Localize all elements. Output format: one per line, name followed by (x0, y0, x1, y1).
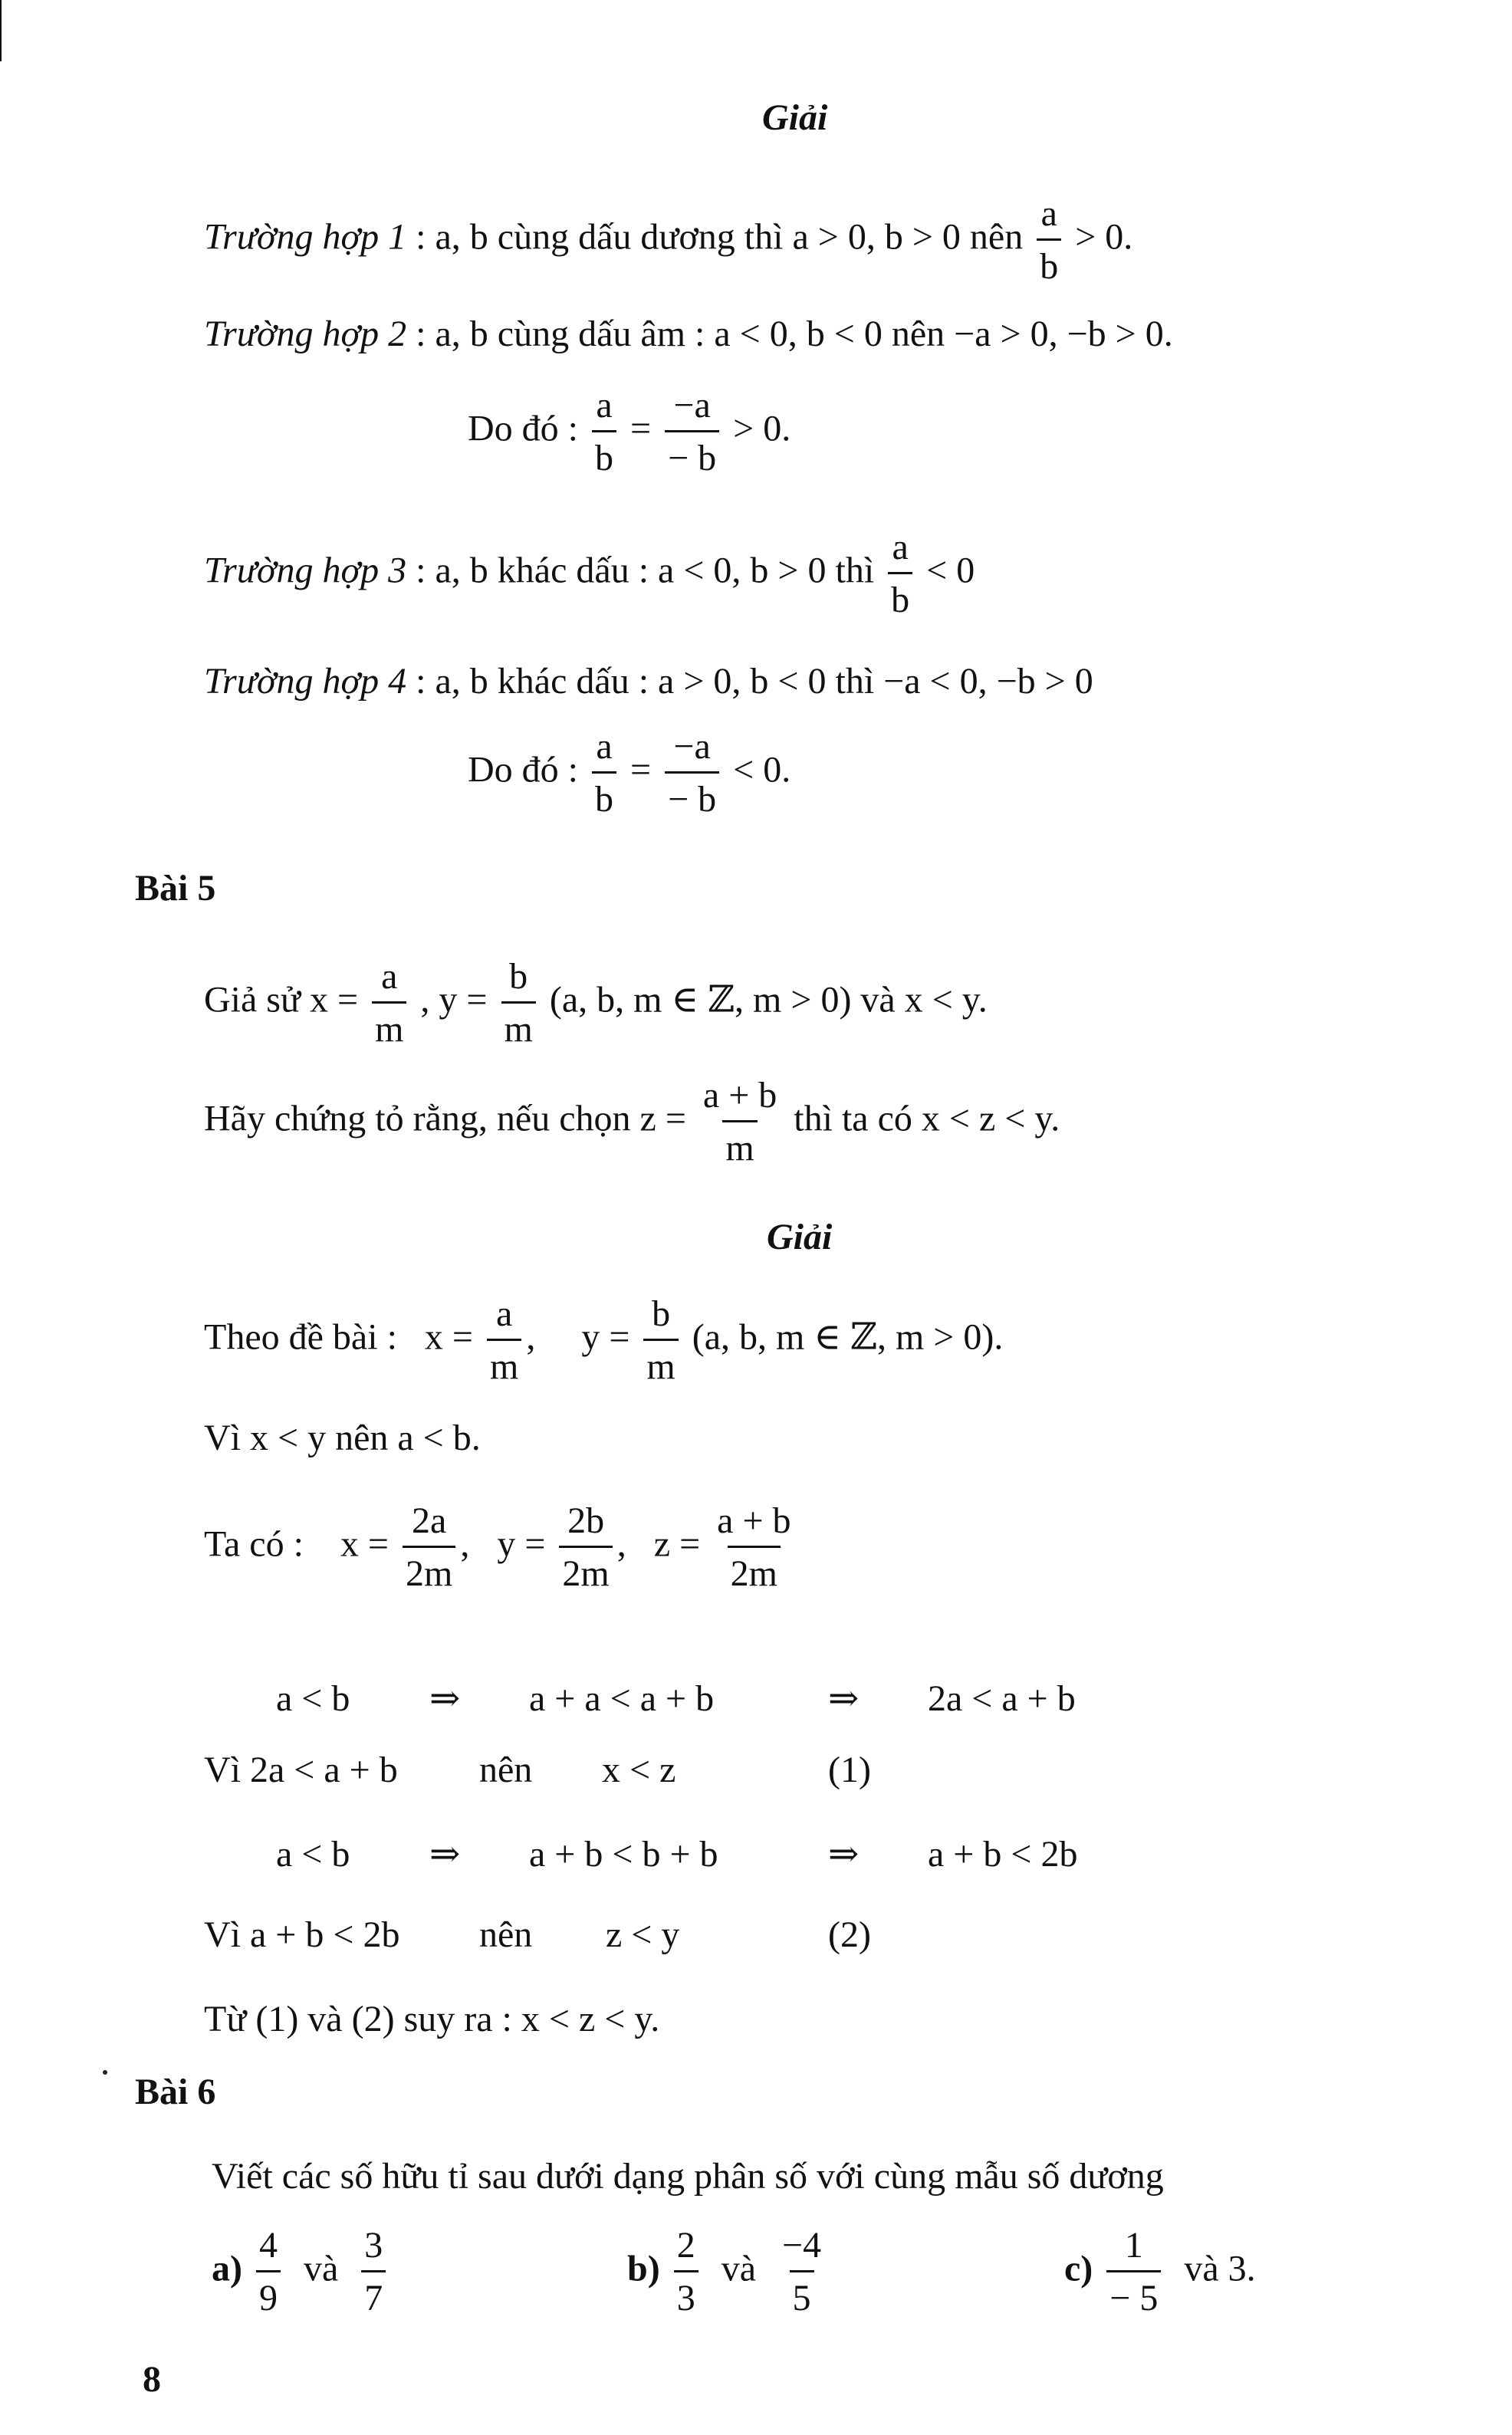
therefore-line-1 (468, 387, 791, 477)
fraction-a-m (487, 1293, 521, 1387)
because-2-c3: z < y (606, 1914, 680, 1955)
case-4-label: Trường hợp 4 (204, 661, 407, 702)
fraction-denominator: m (643, 1339, 678, 1385)
step-2-c5: a + b < 2b (928, 1834, 1078, 1875)
comma: , (460, 1523, 470, 1565)
case-3-after: < 0 (926, 550, 975, 591)
exercise-6-prompt: Viết các số hữu tỉ sau dưới dạng phân số với cùng mẫu số dương (212, 2156, 1164, 2197)
label-1: (1) (828, 1750, 871, 1790)
fraction-denominator: m (487, 1339, 521, 1385)
comma: , (616, 1523, 626, 1565)
exercise-5-assumption (204, 958, 988, 1048)
equals-sign: = (630, 749, 652, 790)
fraction-denominator: 2m (403, 1546, 455, 1592)
case-2-text: : a, b cùng dấu âm : a < 0, b < 0 nên −a > 0, −b > 0. (416, 314, 1173, 354)
fraction-numerator: a (892, 527, 909, 567)
and-word: và (721, 2248, 756, 2289)
case-1-line (204, 193, 1133, 287)
implies-arrow: ⇒ (429, 1678, 461, 1719)
fraction-denominator: 3 (674, 2270, 698, 2317)
fraction-denominator: b (888, 572, 912, 619)
therefore-line-2 (468, 728, 791, 818)
fraction-numerator: b (652, 1293, 671, 1334)
prove-after: thì ta có x < z < y. (794, 1098, 1060, 1139)
given-line (204, 1293, 1004, 1387)
fraction-a-b (592, 728, 616, 818)
fraction-neg4-5 (779, 2227, 824, 2317)
case-4-text: : a, b khác dấu : a > 0, b < 0 thì −a < 0, −b > 0 (416, 661, 1093, 702)
fraction-numerator: a (1040, 193, 1057, 234)
and-word: và (303, 2248, 339, 2289)
fraction-1-neg5 (1106, 2227, 1161, 2317)
conclusion: Từ (1) và (2) suy ra : x < z < y. (204, 1999, 660, 2039)
x-equals: x = (340, 1523, 389, 1565)
step-1-c5: 2a < a + b (928, 1678, 1076, 1719)
exercise-6-title: Bài 6 (135, 2072, 216, 2112)
case-2-label: Trường hợp 2 (204, 314, 407, 354)
fraction-denominator: − b (665, 430, 719, 477)
scan-edge-mark (0, 0, 2, 61)
fraction-denominator: − b (665, 771, 719, 818)
therefore-after: < 0. (733, 749, 791, 790)
given-after: (a, b, m ∈ ℤ, m > 0). (692, 1316, 1004, 1358)
implies-arrow: ⇒ (828, 1678, 860, 1719)
y-equals: y = (581, 1316, 630, 1358)
case-1-after: > 0. (1075, 216, 1133, 258)
fraction-4-9 (256, 2227, 281, 2317)
exercise-6-part-a (212, 2227, 390, 2317)
step-2-c1: a < b (276, 1834, 350, 1875)
given-prefix: Theo đề bài : (204, 1316, 397, 1358)
fraction-denominator: − 5 (1106, 2270, 1161, 2317)
scan-speck (103, 2070, 107, 2075)
fraction-a-b (592, 387, 616, 477)
fraction-denominator: m (372, 1001, 406, 1048)
x-equals: x = (424, 1316, 473, 1358)
equals-sign: = (630, 408, 652, 449)
case-3-text: : a, b khác dấu : a < 0, b > 0 thì (416, 550, 875, 591)
step-1-c1: a < b (276, 1678, 350, 1719)
case-2-line (204, 316, 1173, 353)
fraction-numerator: 3 (364, 2225, 383, 2266)
exercise-6-part-b (627, 2227, 829, 2317)
fraction-denominator: 9 (256, 2270, 281, 2317)
fraction-denominator: 2m (559, 1546, 612, 1592)
fraction-a-plus-b-2m (714, 1500, 794, 1594)
fraction-2a-2m (403, 1500, 455, 1594)
assumption-prefix: Giả sử x = (204, 979, 359, 1020)
exercise-6-part-c (1064, 2227, 1256, 2317)
fraction-a-plus-b-over-m (700, 1077, 780, 1167)
fraction-numerator: 2a (412, 1500, 447, 1541)
we-have-prefix: Ta có : (204, 1523, 304, 1565)
fraction-denominator: m (501, 1001, 536, 1048)
y-equals: y = (497, 1523, 546, 1565)
therefore-prefix: Do đó : (468, 749, 578, 790)
case-4-line (204, 663, 1093, 700)
implies-arrow: ⇒ (828, 1834, 860, 1875)
implies-arrow: ⇒ (429, 1834, 461, 1875)
part-b-label: b) (627, 2248, 660, 2289)
step-1-c3: a + a < a + b (529, 1678, 715, 1719)
fraction-denominator: 5 (790, 2270, 814, 2317)
fraction-numerator: a + b (717, 1500, 791, 1541)
fraction-denominator: b (1037, 238, 1061, 285)
because-1-c1: Vì 2a < a + b (204, 1750, 398, 1790)
fraction-numerator: −a (673, 726, 711, 767)
solution-heading: Giải (762, 97, 828, 138)
fraction-b-m (643, 1293, 678, 1387)
exercise-5-title: Bài 5 (135, 868, 216, 909)
fraction-numerator: a (496, 1293, 513, 1334)
because-2-c1: Vì a + b < 2b (204, 1914, 400, 1955)
therefore-after: > 0. (733, 408, 791, 449)
because-1-c2: nên (479, 1750, 533, 1790)
part-c-label: c) (1064, 2248, 1093, 2289)
fraction-numerator: 2b (567, 1500, 605, 1541)
fraction-numerator: −a (673, 385, 711, 426)
prove-prefix: Hãy chứng tỏ rằng, nếu chọn z = (204, 1098, 686, 1139)
we-have-line (204, 1500, 799, 1594)
fraction-numerator: 1 (1124, 2225, 1143, 2266)
step-2-c3: a + b < b + b (529, 1834, 718, 1875)
fraction-b-m (501, 958, 536, 1048)
fraction-denominator: 2m (728, 1546, 781, 1592)
fraction-numerator: 4 (258, 2225, 278, 2266)
because-x-less-y: Vì x < y nên a < b. (204, 1418, 481, 1458)
because-1-c3: x < z (602, 1750, 676, 1790)
z-equals: z = (653, 1523, 701, 1565)
exercise-5-prove (204, 1077, 1060, 1167)
because-2-c2: nên (479, 1914, 533, 1955)
assumption-mid: , y = (420, 979, 488, 1020)
comma: , (526, 1316, 536, 1358)
therefore-prefix: Do đó : (468, 408, 578, 449)
page-number: 8 (143, 2359, 161, 2400)
fraction-a-m (372, 958, 406, 1048)
case-1-text: : a, b cùng dấu dương thì a > 0, b > 0 nên (416, 216, 1024, 258)
fraction-denominator: b (592, 771, 616, 818)
case-3-line (204, 529, 975, 619)
part-a-label: a) (212, 2248, 242, 2289)
fraction-numerator: a (596, 726, 613, 767)
case-3-fraction (888, 529, 912, 619)
fraction-3-7 (361, 2227, 386, 2317)
fraction-neg-a-neg-b (665, 728, 719, 818)
fraction-denominator: b (592, 430, 616, 477)
fraction-numerator: −4 (782, 2225, 822, 2266)
fraction-neg-a-neg-b (665, 387, 719, 477)
fraction-numerator: a (381, 956, 398, 997)
case-3-label: Trường hợp 3 (204, 550, 407, 591)
fraction-denominator: 7 (361, 2270, 386, 2317)
fraction-numerator: 2 (676, 2225, 695, 2266)
fraction-2b-2m (559, 1500, 612, 1594)
label-2: (2) (828, 1914, 871, 1955)
case-1-fraction (1037, 193, 1061, 287)
fraction-2-3 (674, 2227, 698, 2317)
and-three: và 3. (1184, 2248, 1256, 2289)
fraction-numerator: b (509, 956, 528, 997)
case-1-label: Trường hợp 1 (204, 216, 407, 258)
fraction-numerator: a (596, 385, 613, 426)
fraction-numerator: a + b (702, 1075, 777, 1116)
fraction-denominator: m (722, 1120, 757, 1167)
assumption-after: (a, b, m ∈ ℤ, m > 0) và x < y. (549, 979, 988, 1020)
solution-heading-5: Giải (767, 1217, 833, 1257)
